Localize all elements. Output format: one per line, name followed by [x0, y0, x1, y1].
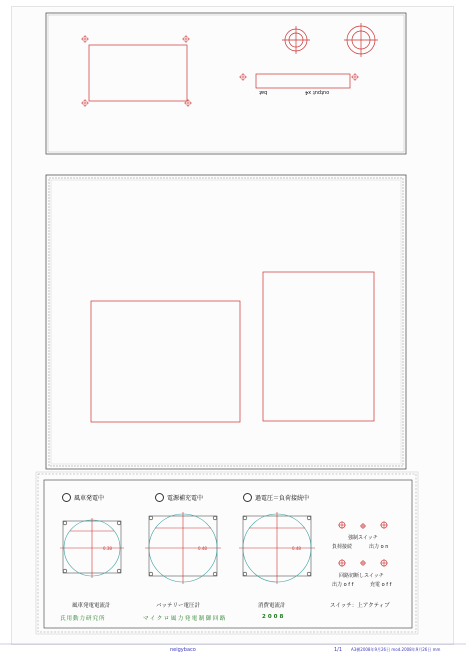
board-cutout-left	[91, 301, 240, 422]
footer-filename: neigybaco	[170, 647, 196, 653]
meter-1	[60, 518, 124, 578]
meter-2-scale: 0.48	[198, 546, 207, 551]
organization-name: 氏用動力研究所	[60, 616, 106, 622]
indicator-lamp-icon	[155, 493, 164, 502]
indicator-label: 電源補充電中	[167, 495, 204, 502]
footer-bar	[0, 645, 466, 657]
bat-label: bat	[259, 89, 268, 95]
connector-holes	[282, 23, 378, 57]
meter-1-scale: 0.38	[103, 546, 112, 551]
meter-2	[145, 512, 221, 584]
meter-3-caption: 消費電流計	[258, 603, 286, 609]
cutoff-switch-right: 充電 o f f	[370, 582, 392, 588]
year-label: 2008	[262, 614, 286, 620]
meter-3	[239, 512, 315, 584]
board-cutout-right	[263, 272, 374, 421]
force-switch-right: 出力 o n	[369, 544, 389, 550]
cutoff-switch-left: 出力 o f f	[332, 582, 354, 588]
indicator-overvoltage	[243, 493, 309, 502]
display-cutout	[89, 45, 187, 101]
indicator-lamp-icon	[62, 493, 71, 502]
output-label: output x4	[305, 89, 330, 95]
indicator-label: 過電圧＝負荷接続中	[255, 495, 310, 502]
footer-dates: A3横2008年9月26日 mod.2008年9月26日 mm	[351, 647, 441, 652]
terminal-strip	[256, 74, 350, 88]
indicator-label: 風車発電中	[74, 495, 105, 502]
indicator-charging	[155, 493, 203, 502]
top-panel-outline	[46, 13, 406, 154]
switch-note: スイッチ：上アクティブ	[330, 603, 390, 609]
indicator-wind-generating	[62, 493, 104, 502]
middle-panel-outline	[46, 175, 406, 469]
meter-1-caption: 風車発電電流計	[72, 603, 111, 609]
force-switch-title: 強制スイッチ	[348, 535, 378, 541]
cutoff-switch-title: 回路切断しスイッチ	[339, 573, 384, 579]
footer-page: 1/1	[334, 647, 343, 653]
force-switch-left: 負荷接続	[332, 544, 353, 550]
meter-2-caption: バッテリー電圧計	[156, 603, 201, 609]
meter-3-scale: 0.48	[292, 546, 301, 551]
circuit-title: マイクロ風力発電制御回路	[143, 616, 227, 622]
indicator-lamp-icon	[243, 493, 252, 502]
